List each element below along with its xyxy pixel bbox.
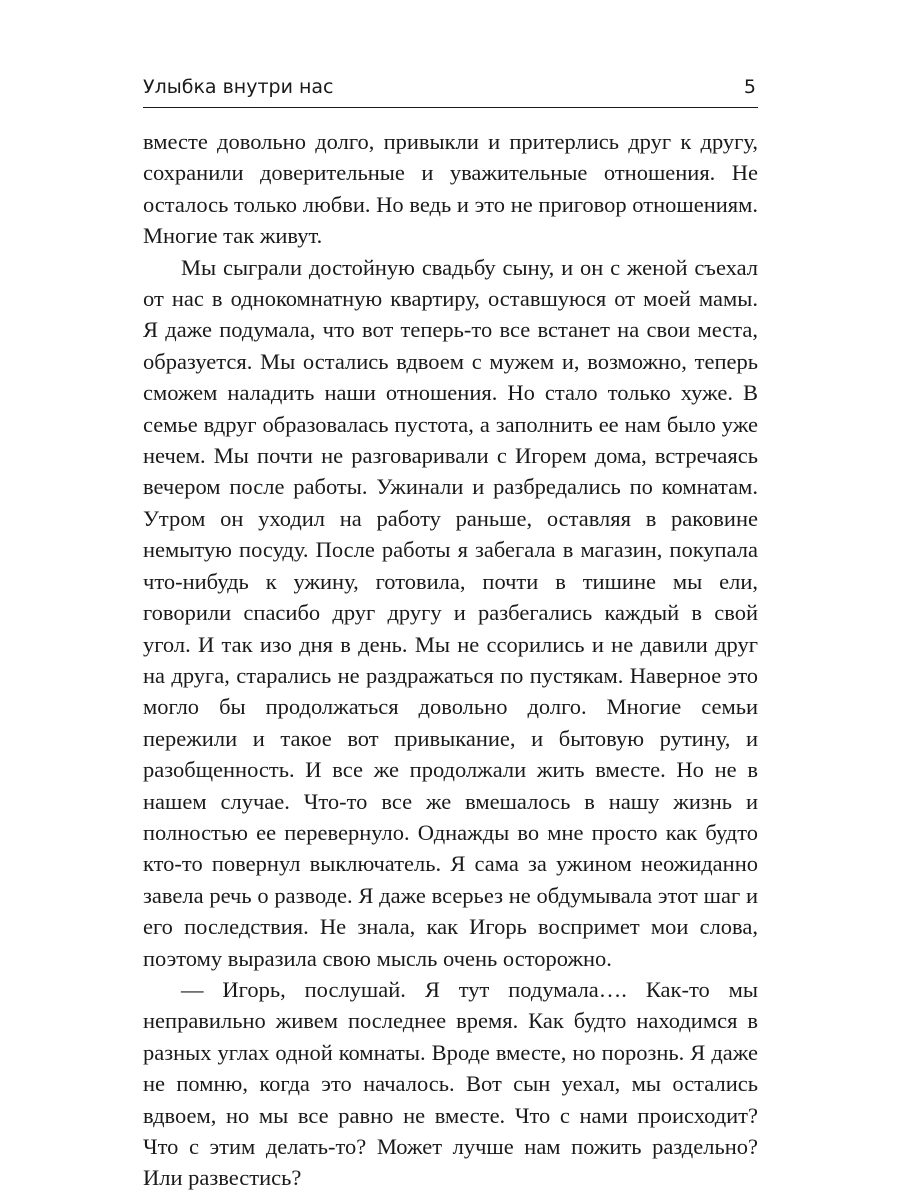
running-title: Улыбка внутри нас xyxy=(143,76,334,98)
paragraph: Мы сыграли достойную свадьбу сыну, и он с женой съехал от нас в однокомнатную квартиру, оставшуюся от моей мамы. Я даже подумала, что вот теперь-то все встанет на свои места, образуется. Мы остались вдвоем с мужем и, возможно, теперь сможем наладить наши отношения. Но стало только хуже. В семье вдруг образовалась пустота, а заполнить ее нам было уже нечем. Мы почти не разговаривали с Игорем дома, встречаясь вечером после работы. Ужинали и разбредались по комнатам. Утром он уходил на работу раньше, оставляя в раковине немытую посуду. После работы я забегала в магазин, покупала что-нибудь к ужину, готовила, почти в тишине мы ели, говорили спасибо друг другу и разбегались каждый в свой угол. И так изо дня в день. Мы не ссорились и не давили друг на друга, старались не раздражаться по пустякам. Наверное это могло бы продолжаться довольно долго. Многие семьи пережили и такое вот привыкание, и бытовую рутину, и разобщенность. И все же продолжали жить вместе. Но не в нашем случае. Что-то все же вмешалось в нашу жизнь и полностью ее перевернуло. Однажды во мне просто как будто кто-то повернул выключатель. Я сама за ужином неожиданно завела речь о разводе. Я даже всерьез не обдумывала этот шаг и его последствия. Не знала, как Игорь воспримет мои слова, поэтому выразила свою мысль очень осторожно. xyxy=(143,254,758,971)
header-divider xyxy=(143,107,758,108)
paragraph-continued: вместе довольно долго, привыкли и притерлись друг к другу, сохранили доверительные и уважительные отношения. Не осталось только любви. Но ведь и это не приговор отношениям. Многие так живут. xyxy=(143,129,758,249)
paragraph-dialogue: — Игорь, послушай. Я тут подумала…. Как-то мы неправильно живем последнее время. Как будто находимся в разных углах одной комнаты. Вроде вместе, но порознь. Я даже не помню, когда это началось. Вот сын уехал, мы остались вдвоем, но мы все равно не вместе. Что с нами происходит? Что с этим делать-то? Может лучше нам пожить раздельно? Или развестись? xyxy=(143,976,758,1191)
running-header xyxy=(143,74,758,106)
body-text xyxy=(143,126,758,1194)
page-number: 5 xyxy=(743,76,756,98)
